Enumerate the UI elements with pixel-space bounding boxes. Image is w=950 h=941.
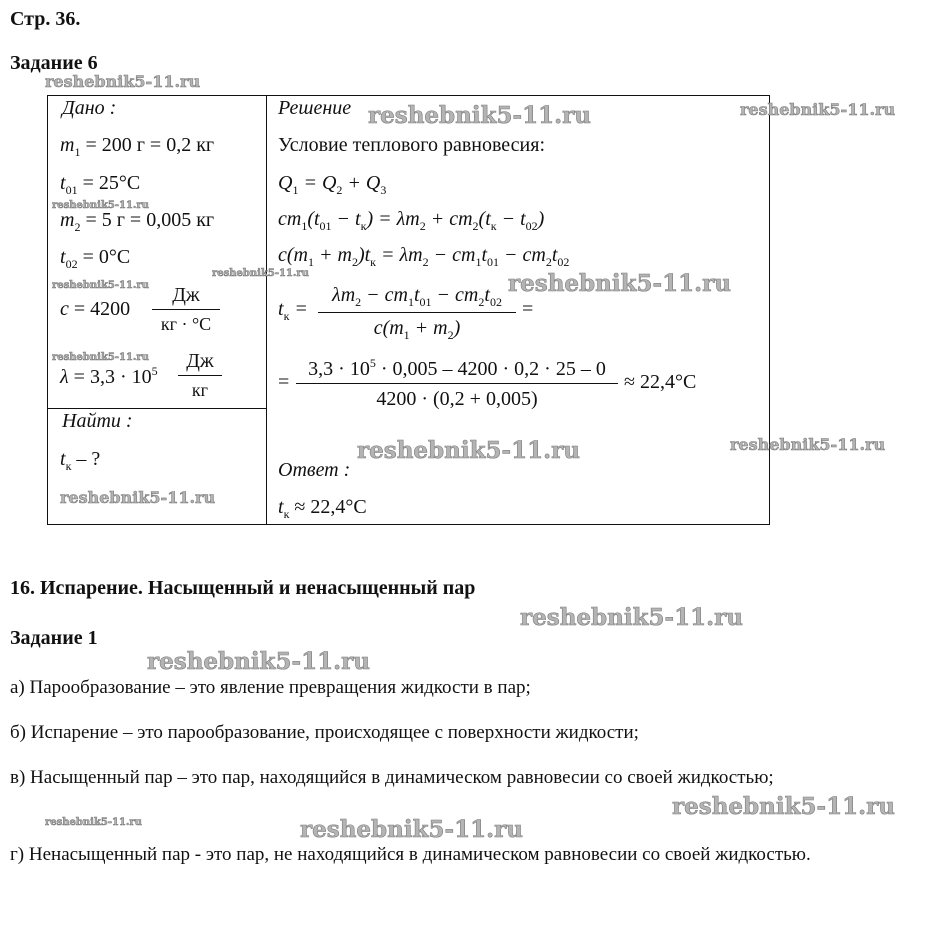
calc-fraction: $\frac{3,3 \cdot 10^5 \cdot 0,005 - 4200 \cdot 0,2 \cdot 25 - 0}{4200 \cdot (0,2 + 0,005)}$ [296,356,618,411]
watermark: reshebnik5-11.ru [45,817,142,828]
watermark: reshebnik5-11.ru [508,270,731,297]
watermark: reshebnik5-11.ru [672,793,895,820]
answer-value: $t_к \approx 22,4^\circ C$ [278,496,367,521]
find-expr: $t_к$ – ? [60,448,101,473]
watermark: reshebnik5-11.ru [60,488,216,507]
section16-task-heading: Задание 1 [10,627,98,649]
watermark: reshebnik5-11.ru [52,280,149,291]
equation-1: $Q_1 = Q_2 + Q_3$ [278,172,387,197]
watermark: reshebnik5-11.ru [52,352,149,363]
given-label: Дано : [62,97,117,119]
definition-d: г) Ненасыщенный пар - это пар, не находящийся в динамическом равновесии со своей жидкостью. [10,844,811,865]
watermark: reshebnik5-11.ru [730,435,886,454]
page-title: Стр. 36. [10,8,81,30]
given-t01: $t_{01} = 25^\circ C$ [60,172,141,197]
task6-heading: Задание 6 [10,52,98,74]
watermark: reshebnik5-11.ru [147,648,370,675]
given-c: c = 4200 [60,298,131,320]
watermark: reshebnik5-11.ru [52,200,149,211]
definition-b: б) Испарение – это парообразование, происходящее с поверхности жидкости; [10,722,639,743]
section16-heading: 16. Испарение. Насыщенный и ненасыщенный пар [10,577,476,599]
find-label: Найти : [62,410,133,432]
calc-result: ≈ 22,4°C [624,371,697,393]
formula-fraction: $\frac{\lambda m_2 - cm_1t_{01} - cm_2t_{02}}{c(m_1 + m_2)}$ [318,284,516,343]
watermark: reshebnik5-11.ru [368,102,591,129]
watermark: reshebnik5-11.ru [212,268,309,279]
watermark: reshebnik5-11.ru [45,72,201,91]
solution-label: Решение [278,97,352,119]
watermark: reshebnik5-11.ru [357,437,580,464]
given-m2: $m_2 = 5$ г = 0,005 кг [60,209,215,234]
equals-sign-2: = [278,371,290,393]
definition-c: в) Насыщенный пар – это пар, находящийся в динамическом равновесии со своей жидкостью; [10,767,774,788]
definition-a: а) Парообразование – это явление превращения жидкости в пар; [10,677,531,698]
equation-2: $cm_1(t_{01} - t_к) = \lambda m_2 + cm_2(t_к - t_{02})$ [278,208,545,233]
equals-sign: = [522,298,534,320]
watermark: reshebnik5-11.ru [520,604,743,631]
given-lambda: $\lambda = 3,3 \cdot 10^5$ [60,364,158,388]
equation-3: $c(m_1 + m_2)t_к = \lambda m_2 - cm_1t_{01} - cm_2t_{02}$ [278,244,570,269]
answer-label: Ответ : [278,459,351,481]
condition-text: Условие теплового равновесия: [278,134,546,156]
watermark: reshebnik5-11.ru [300,816,523,843]
watermark: reshebnik5-11.ru [740,100,896,119]
given-c-unit: Дж кг · °C [152,284,220,335]
given-t02: $t_{02} = 0^\circ C$ [60,246,131,271]
tk-symbol: $t_к$ = [278,298,308,323]
given-m1: $m_1 = 200$ г = 0,2 кг [60,134,215,159]
given-lambda-unit: Дж кг [178,350,222,401]
